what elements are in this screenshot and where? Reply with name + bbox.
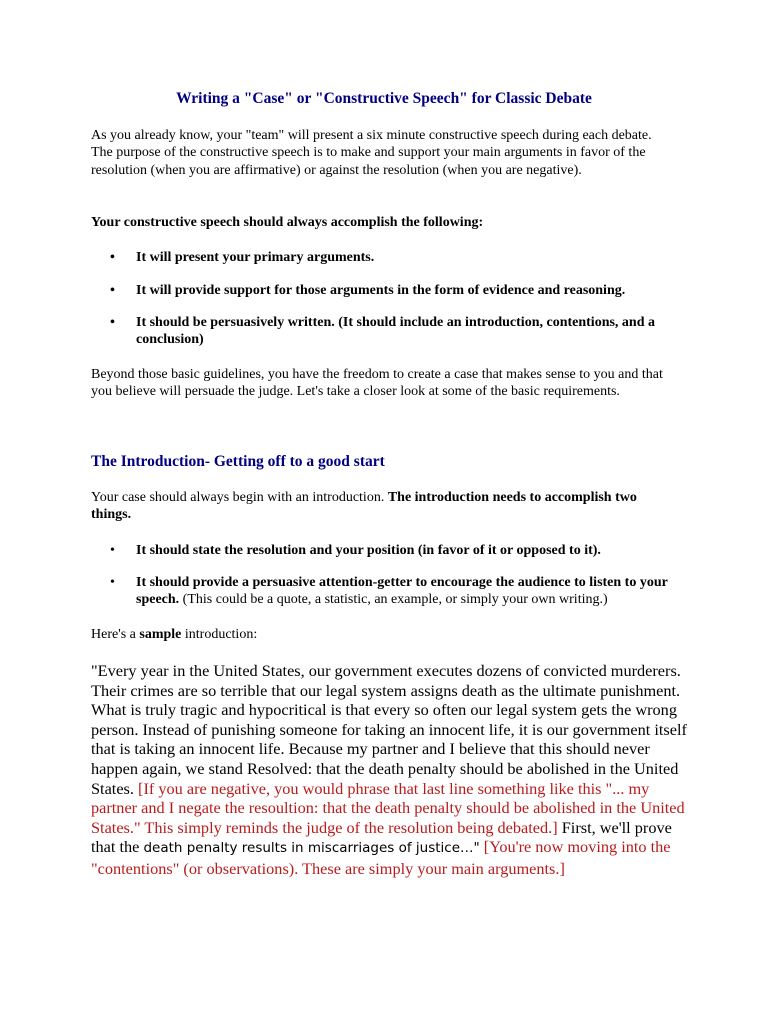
intro-needs-emphasis: The introduction needs to accomplish two things. [91,490,637,523]
list-item-emphasis: It should provide a persuasive attention-getter to encourage the audience to listen to your speech. [136,575,668,608]
list-item-emphasis: It should state the resolution and your position (in favor of it or opposed to it). [136,543,601,558]
sample-line-emphasis: sample [139,627,182,642]
accomplish-heading: Your constructive speech should always accomplish the following: [91,215,484,230]
quote-annotation: [You're now moving into the "contentions" (or observations). These are simply your main arguments.] [91,837,671,878]
sample-line-before: Here's a [91,627,140,642]
intro-needs-text: Your case should always begin with an introduction. [91,490,388,505]
bullet-icon: • [110,283,115,298]
sample-line-after: introduction: [181,627,258,642]
list-item [110,314,670,349]
list-item-text: It will provide support for those arguments in the form of evidence and reasoning. [136,283,626,298]
bullet-icon: • [110,575,115,590]
bullet-icon: • [110,250,115,265]
list-item-text: It should be persuasively written. (It should include an introduction, contentions, and a conclusion) [136,315,655,348]
list-item [110,542,670,559]
list-item-text [136,574,670,609]
sample-line [91,626,676,643]
bullet-icon: • [110,315,115,330]
quote-text: First, we'll prove that the [91,817,672,857]
bullet-icon: • [110,543,115,558]
list-item [110,574,670,609]
intro-needs-paragraph [91,489,676,524]
quote-text: "Every year in the United States, our government executes dozens of convicted murderers. Their crimes are so terrible that our legal system assigns death as the ultimate punishment. What is truly tragic and hypocritical is that every so often our legal system gets the wrong person. Instead of punishing someone for taking an innocent life, it is our government itself that is taking an innocent life. Because my partner and I believe that this should never happen again, we stand Resolved: that the death penalty should be abolished in the United States. [91,661,687,798]
list-item-note: (This could be a quote, a statistic, an example, or simply your own writing.) [179,592,608,608]
list-item-text: It will present your primary arguments. [136,250,375,265]
list-item [110,249,670,266]
section-heading: The Introduction- Getting off to a good start [91,453,385,470]
intro-paragraph: As you already know, your "team" will present a six minute constructive speech during each debate. The purpose of the constructive speech is to make and support your main arguments in favor of the resolution (when you are affirmative) or against the resolution (when you are negative). [91,128,652,178]
quote-text-sans: death penalty results in miscarriages of justice…" [143,840,480,857]
document-title: Writing a "Case" or "Constructive Speech" for Classic Debate [176,90,592,107]
list-item [110,282,670,299]
list-item-text [136,542,670,559]
guidelines-paragraph: Beyond those basic guidelines, you have the freedom to create a case that makes sense to you and that you believe will persuade the judge. Let's take a closer look at some of the basic requirements. [91,367,663,400]
quote-annotation: [If you are negative, you would phrase that last line something like this "... my partner and I negate the resoultion: that the death penalty should be abolished in the United States." This simply reminds the judge of the resolution being debated.] [91,778,685,837]
sample-quote [91,661,691,879]
